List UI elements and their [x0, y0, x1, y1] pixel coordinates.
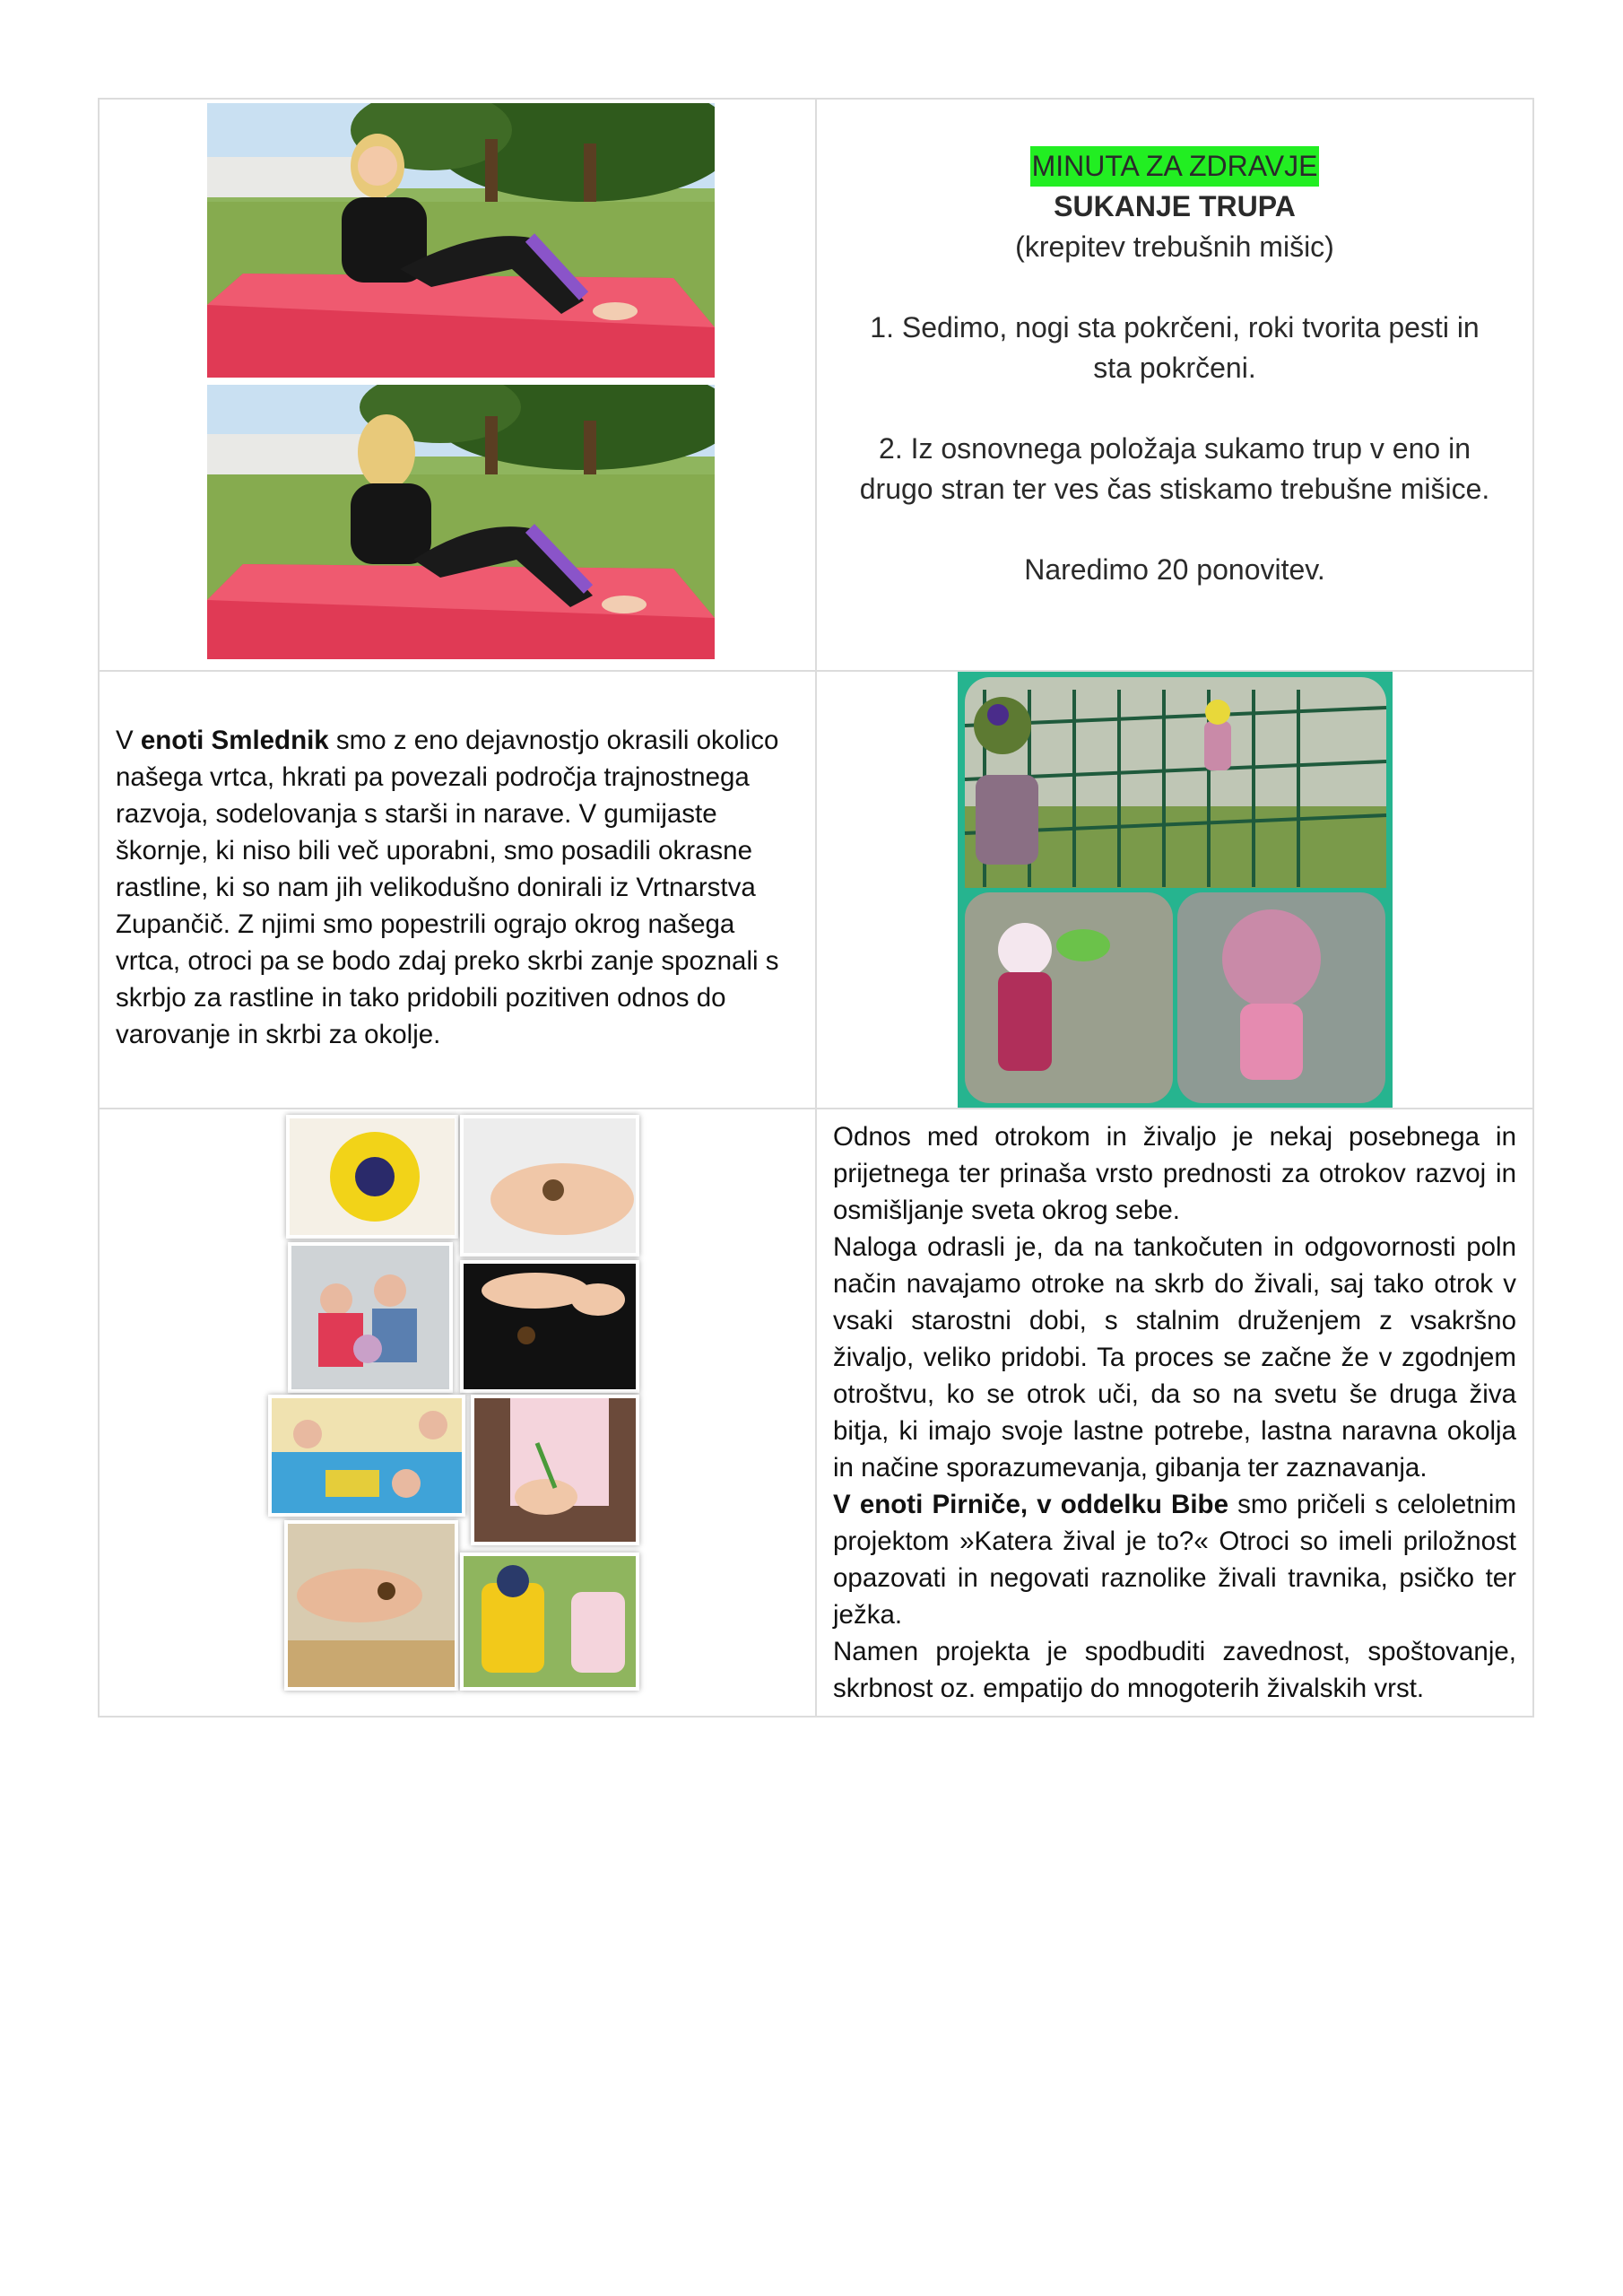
animals-paragraph-1: Odnos med otrokom in živaljo je nekaj posebnega in prijetnega ter prinaša vrsto prednosti za otrokov razvoj in osmišljanje sveta okrog sebe. — [833, 1122, 1516, 1225]
collage-photo-snail-hand — [460, 1115, 639, 1257]
fence-collage-image — [958, 672, 1393, 1108]
animals-paragraph-3 — [833, 1486, 1516, 1633]
smlednik-prefix: V — [116, 726, 141, 755]
collage-photo-snail-table — [460, 1260, 639, 1393]
animals-paragraphs — [817, 1109, 1532, 1707]
health-minute-heading: MINUTA ZA ZDRAVJE — [1030, 146, 1320, 187]
smlednik-unit-name: enoti Smlednik — [140, 726, 329, 755]
health-minute-cell — [816, 99, 1533, 671]
collage-photo-circle-play — [268, 1395, 465, 1517]
smlednik-body: smo z eno dejavnostjo okrasili okolico našega vrtca, hkrati pa povezali področja trajnostnega razvoja, sodelovanja s starši in narave. V gumijaste škornje, ki niso bili več uporabni, smo posadili okrasne rastline, ki so nam jih velikodušno donirali iz Vrtnarstva Zupančič. Z njimi smo popestrili ograjo okrog našega vrtca, otroci pa se bodo zdaj preko skrbi zanje spoznali s skrbjo za rastline in tako pridobili pozitiven odnos do varovanje in skrbi za okolje. — [116, 726, 779, 1049]
exercise-subtitle: (krepitev trebušnih mišic) — [1015, 230, 1334, 263]
animal-collage — [100, 1109, 815, 1716]
collage-photo-sunflower — [286, 1115, 458, 1239]
collage-photo-children-outdoor — [460, 1552, 639, 1691]
collage-photo-children-floor — [288, 1242, 453, 1393]
animal-collage-cell — [99, 1109, 816, 1717]
smlednik-paragraph — [100, 672, 815, 1053]
collage-photo-grasshopper-hand — [471, 1395, 639, 1545]
collage-photo-hands-snails — [284, 1520, 458, 1691]
exercise-photos-cell — [99, 99, 816, 671]
exercise-step-2: 2. Iz osnovnega položaja sukamo trup v eno in drugo stran ter ves čas stiskamo trebušne mišice. — [859, 432, 1490, 505]
row-health-minute — [99, 99, 1533, 671]
fence-collage-cell — [816, 671, 1533, 1109]
animals-paragraph-2: Naloga odrasli je, da na tankočuten in odgovornosti poln način navajamo otroke na skrb do živali, saj tako otrok v vsaki starostni dobi, s stalnim druženjem z vsakršno živaljo, veliko pridobi. Ta proces se začne že v zgodnjem otroštvu, ko se otrok uči, da so na svetu še druga živa bitja, ki imajo svoje lastne potrebe, lastna naravna okolja in načine sporazumevanja, gibanja ter zaznavanja. — [833, 1232, 1516, 1483]
animals-project-text: smo pričeli s celoletnim projektom »Katera žival je to?« Otroci so imeli priložnost opazovati in negovati raznolike živali travnika, psičko ter ježka. — [833, 1490, 1516, 1630]
animals-paragraph-4: Namen projekta je spodbuditi zavednost, spoštovanje, skrbnost oz. empatijo do mnogoterih živalskih vrst. — [833, 1637, 1516, 1703]
exercise-step-1: 1. Sedimo, nogi sta pokrčeni, roki tvorita pesti in sta pokrčeni. — [870, 311, 1480, 384]
row-smlednik — [99, 671, 1533, 1109]
exercise-title: SUKANJE TRUPA — [1054, 190, 1296, 222]
row-animals — [99, 1109, 1533, 1717]
animals-text-cell — [816, 1109, 1533, 1717]
exercise-photo-twist — [207, 385, 715, 659]
smlednik-text-cell — [99, 671, 816, 1109]
exercise-photo-start — [207, 103, 715, 378]
animals-unit-name: V enoti Pirniče, v oddelku Bibe — [833, 1490, 1228, 1519]
content-table — [98, 98, 1534, 1718]
exercise-repetitions: Naredimo 20 ponovitev. — [1024, 553, 1325, 586]
